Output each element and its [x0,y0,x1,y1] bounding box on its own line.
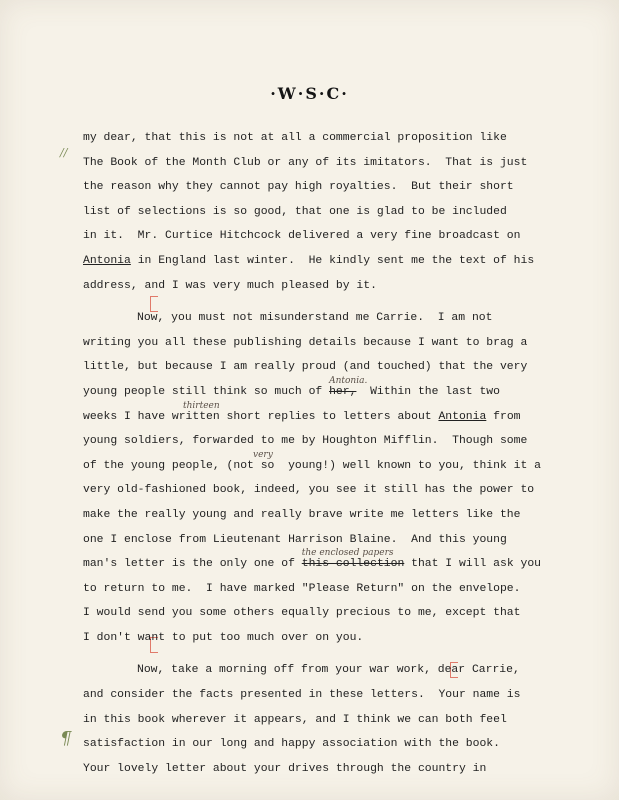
text-line [83,375,603,407]
text-line [83,251,603,276]
correction [329,375,368,402]
text-line: one I enclose from Lieutenant Harrison Blaine. And this young [83,533,507,546]
text-line [83,548,603,579]
underlined-title: Antonia [83,254,131,267]
text-line: to return to me. I have marked "Please Return" on the envelope. [83,582,521,595]
text-line: little, but because I am really proud (and touched) that the very [83,361,528,374]
margin-slash-mark: // [60,146,68,159]
text-line: Now, you must not misunderstand me Carrie. I am not [137,312,493,325]
text-segment: that I will ask you [404,558,542,571]
text-line: the reason why they cannot pay high royalties. But their short [83,181,514,194]
text-line: in this book wherever it appears, and I think we can both feel [83,713,507,726]
text-segment: young!) well known to you, think it a [281,459,541,472]
text-line: list of selections is so good, that one is glad to be included [83,205,507,218]
text-line: make the really young and really brave write me letters like the [83,508,521,521]
text-line: satisfaction in our long and happy association with the book. [83,738,500,751]
text-segment: young people still think so much of [83,385,330,398]
margin-pilcrow-mark: ¶ [60,728,72,749]
text-line: my dear, that this is not at all a commercial proposition like [83,132,507,144]
text-line: I don't want to put too much over on you. [83,631,364,644]
text-segment: man's letter is the only one of [83,558,302,571]
text-segment: of the young people, (not so [83,459,282,472]
text-line [83,400,603,432]
text-line: address, and I was very much pleased by it. [83,279,377,292]
struck-text: her, [329,385,357,398]
text-line: and consider the facts presented in these letters. Your name is [83,689,521,702]
monogram-header: ·W·S·C· [270,84,349,103]
text-line: I would send you some others equally precious to me, except that [83,607,521,620]
paragraph-1 [83,128,603,300]
text-line: in it. Mr. Curtice Hitchcock delivered a very fine broadcast on [83,230,521,243]
paragraph-2 [83,308,603,652]
text-line: Now, take a morning off from your war work, dear Carrie, [137,664,520,677]
struck-text: this collection [301,558,405,571]
text-segment: weeks I have written [83,410,220,423]
correction [83,400,220,427]
text-line: writing you all these publishing details because I want to brag a [83,336,528,349]
handwritten-insertion: very [253,449,273,460]
text-segment: short replies to letters about [219,410,439,423]
letter-body [83,128,603,783]
correction [83,449,282,476]
text-segment: Within the last two [356,385,500,398]
text-segment: from [486,410,521,423]
correction [301,548,405,574]
text-line [83,449,603,481]
handwritten-insertion: thirteen [183,400,220,411]
handwritten-insertion: Antonia. [329,375,368,386]
text-line: young soldiers, forwarded to me by Houghton Mifflin. Though some [83,435,528,448]
underlined-title: Antonia [438,410,487,423]
handwritten-insertion: the enclosed papers [301,548,394,559]
text-line: Your lovely letter about your drives through the country in [83,762,487,775]
paragraph-3 [83,660,603,783]
text-segment: in England last winter. He kindly sent me the text of his [130,254,535,267]
text-line: The Book of the Month Club or any of its imitators. That is just [83,156,528,169]
text-line: very old-fashioned book, indeed, you see it still has the power to [83,484,535,497]
